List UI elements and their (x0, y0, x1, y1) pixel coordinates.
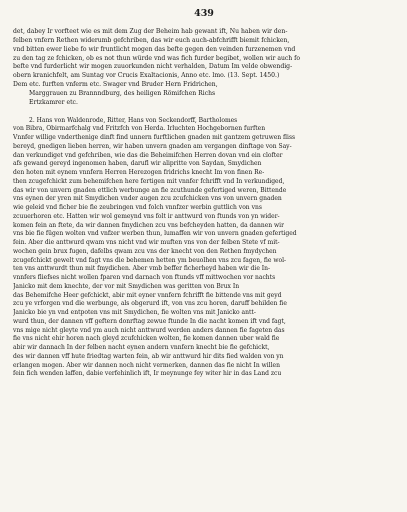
text-line: vnnfers fliefses nicht wollen fparen vnd darnach von ftunds vff mittwochen vor nachts (13, 274, 276, 282)
text-line: fein. Aber die anttwurd qwam vns nicht vnd wir muften vns von der felben Stete vf mit- (13, 239, 280, 247)
text-line: Janicko bie yn vnd entpoten vns mit Smydichen, fie wolten vns mit Janicko antt- (13, 309, 256, 317)
text-line: Janicko mit dem knechte, der vor mit Smydichen was geritten von Brux In (13, 282, 240, 290)
letter-body-block (13, 117, 395, 380)
text-line: wie geleid vnd ficher bie fie zeubringen vnd folch vnnfzer werbin guttlich von vns (13, 204, 262, 212)
text-line: des wir dannen vff hute friedtag warten fein, ab wir anttwurd hir dits fied walden von yn (13, 352, 284, 360)
text-line: das wir von unvern gnaden ettlich werbunge an fie zcuthunde gefertiged weren, Bittende (13, 186, 287, 194)
text-line: wochen gein brux fugen, dafelbs qwam zcu vns der knecht von den Rethen fmydychen (13, 247, 277, 255)
text-line: befte vnd furderlicht wir mogen zuuorkunden nicht verhalden, Datum Im velde obwendig- (13, 63, 293, 71)
text-line: 2. Hans von Waldenrode, Ritter, Hans von Seckendorff, Bartholomes (29, 116, 238, 124)
text-line: dan verkundiget vnd gefchriben, wie das die Beheimifchen Herren dovan vnd ein clofter (13, 151, 283, 159)
text-line: det, dabey Ir vorfteet wie es mit dem Zug der Beheim hab gewant ift, Nu haben wir den- (13, 28, 288, 35)
text-line: komen fein an ftete, da wir dannen fmydichen zcu vns befcheyden hatten, da dannen wir (13, 221, 284, 229)
text-line: Dem etc. furften vnferm etc. Swager vnd Bruder Hern Fridrichen, (13, 81, 218, 89)
text-line: vnd bitten ewer liebe fo wir fruntlicht mogen das befte gegen den veinden furzenemen vnd (13, 45, 296, 53)
text-line: vns bie fie fügen wolten vnd vnfzer werben thun, lumaffen wir von unvern gnaden gefertiged (13, 230, 297, 238)
text-line: abir wir dannach In der felben nacht eynen andern vnnfern knecht bie fie gefchickt, (13, 344, 270, 352)
text-line: das Behemifche Heer gefchickt, abir mit eyner vnnfern fchrifft fie bittende vns mit geyd (13, 291, 282, 299)
text-line: zcugefchickt gewelt vnd fagt vns die behemen hetten ym beuolhen vns zcu fagen, fie wol- (13, 256, 287, 264)
text-line: von Bibra, Obirmarfchalg vnd Fritzfch von Herda. Irluchten Hochgebornen furften (13, 125, 266, 133)
text-line: den hoten mit eynem vnnfern Herren Herezogen fridrichs knecht Im von finen Re- (13, 169, 265, 177)
section-gap (13, 108, 395, 117)
text-line: Marggrauen zu Brannndburg, des heiligen Römifchen Richs (29, 89, 216, 97)
text-line: ten vns anttwurdt thun mit fmydichen. Aber vmb beffer ficherheyd haben wir die In- (13, 265, 271, 273)
text-line: fie vns nicht ehir horen nach gleyd zcufchicken wolten, fie komen dannen uber wald fie (13, 335, 280, 343)
text-line: zcu ye vrforgen vnd die werbunge, als obgerurd ift, von vns zcu horen, daruff behilden fie (13, 300, 287, 308)
text-line: vns mige nicht gleyte vnd ym auch nicht anttwurd werden anders dannen fie fageten das (13, 326, 285, 334)
text-line: erlangen mogen. Aber wir dannen noch nicht vermerken, dannen das fie nicht In willen (13, 361, 280, 369)
text-line: Vnnfer willige vnderthenige dinft find unnern furftlichen gnaden mit gantzem getruwen fliss (13, 134, 296, 142)
letter-closing-block (13, 28, 395, 108)
text-line: vns eynen der yren mit Smydichen vnder augen zcu zcufchicken vns von unvern gnaden (13, 195, 282, 203)
text-line: felben vnfern Rethen widerumb gefchriben, das wir euch auch-abfchrifft biemit fchicken, (13, 36, 290, 44)
text-line: bereyd, gnedigen lieben herren, wir haben unvern gnaden am vergangen dinftage von Say- (13, 142, 292, 150)
text-line: then zcugefchickt zum behemifchen here fertigen mit vnnfer fchrifft vnd In verkundiged, (13, 177, 285, 185)
text-line: obern kranichfelt, am Suntag vor Crucis Exaltacionis, Anno etc. lmo. (13. Sept. 1450.) (13, 72, 280, 80)
text-line: wurd thun, der dannen vff geftern donrftag zewue ftunde In die nacht komen ift vnd fagt, (13, 317, 286, 325)
text-line: zcuuerhoren etc. Hatten wir wol gemeynd vns folt ir anttwurd von ftunds von yn wider- (13, 212, 280, 220)
page-number: 439 (194, 8, 214, 19)
text-line: zu den tag ze fchicken, ob es not thun würde vnd was fich furder begibet, wollen wir auch fo (13, 54, 301, 62)
text-line: afs gewand gereyd ingenomen haben, darufl wir alipritte von Saydan, Smydichen (13, 160, 262, 168)
text-line: Ertzkamrer etc. (29, 98, 78, 106)
text-line: fein fich wenden laffen, dabie verfehinlich ift, Ir meynunge fey witer hir in das Land zcu (13, 370, 282, 378)
